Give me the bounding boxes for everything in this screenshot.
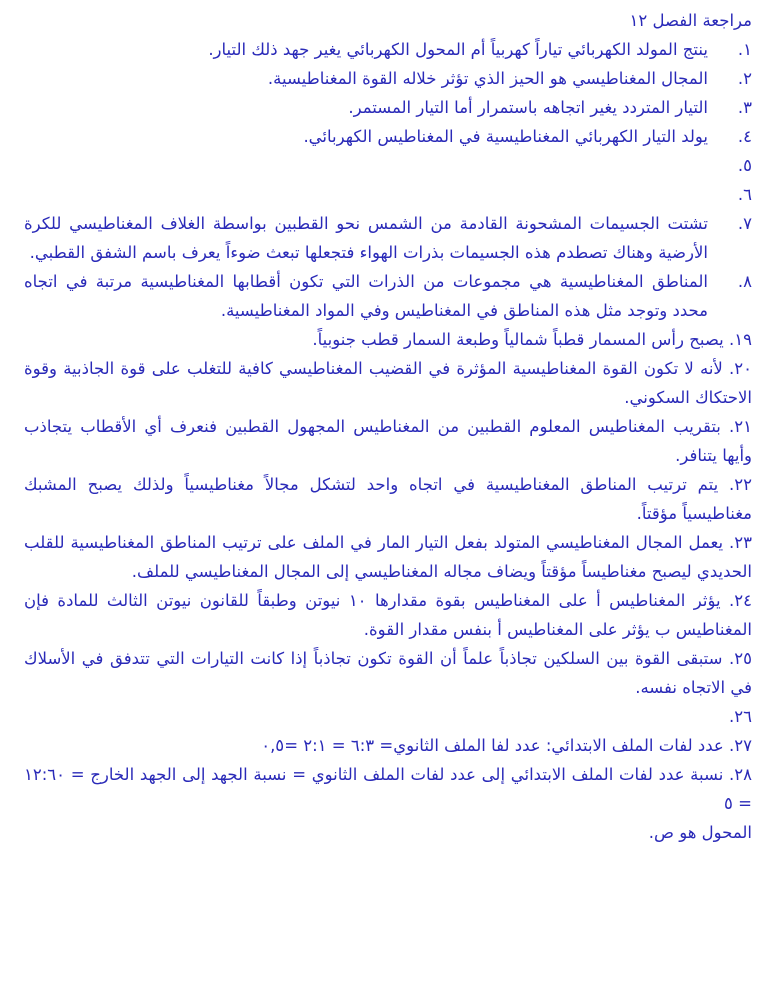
list-item (24, 760, 752, 818)
list-item (24, 644, 752, 702)
list-item (24, 209, 752, 267)
item-text: يعمل المجال المغناطيسي المتولد بفعل التيار المار في الملف على ترتيب المناطق المغناطيسية للقلب الحديدي ليصبح مغناطيساً مؤقتاً ويضاف مجاله المغناطيسي إلى المجال المغناطيسي للملف. (24, 533, 752, 581)
item-number: ٥. (737, 156, 752, 175)
item-text: نسبة عدد لفات الملف الابتدائي إلى عدد لفات الملف الثانوي = نسبة الجهد إلى الجهد الخارج = ١٢:٦٠ = ٥ (24, 765, 752, 813)
list-item (24, 586, 752, 644)
list-item (24, 412, 752, 470)
item-text: المناطق المغناطيسية هي مجموعات من الذرات التي تكون أقطابها المغناطيسية مرتبة في اتجاه محدد وتوجد مثل هذه المناطق في المغناطيس وفي المواد المغناطيسية. (24, 272, 708, 320)
item-number: ٢٠. (729, 359, 753, 378)
list-item (24, 35, 752, 64)
item-text: بتقريب المغناطيس المعلوم القطبين من المغناطيس المجهول القطبين فنعرف أي الأقطاب يتجاذب وأيها يتنافر. (24, 417, 752, 465)
item-number: ٢٣. (729, 533, 752, 552)
item-number: ٣. (737, 98, 752, 117)
item-number: ٨. (737, 272, 752, 291)
item-number: ٤. (737, 127, 752, 146)
item-text: يولد التيار الكهربائي المغناطيسية في المغناطيس الكهربائي. (303, 127, 708, 146)
list-item (24, 267, 752, 325)
item-number: ٢٢. (729, 475, 752, 494)
item-number: ٢٤. (729, 591, 752, 610)
item-number: ٦. (737, 185, 752, 204)
footer-text: المحول هو ص. (648, 823, 752, 842)
answer-list (24, 35, 752, 847)
item-number: ٢. (737, 69, 752, 88)
list-item (24, 151, 752, 180)
item-number: ٢٧. (729, 736, 752, 755)
item-text: يؤثر المغناطيس أ على المغناطيس بقوة مقدارها ١٠ نيوتن وطبقاً للقانون نيوتن الثالث للمادة فإن المغناطيس ب يؤثر على المغناطيس أ بنفس مقدار القوة. (24, 591, 752, 639)
item-text: المجال المغناطيسي هو الحيز الذي تؤثر خلاله القوة المغناطيسية. (267, 69, 708, 88)
list-item (24, 528, 752, 586)
list-item (24, 64, 752, 93)
item-number: ١. (737, 40, 752, 59)
page-title: مراجعة الفصل ١٢ (629, 11, 752, 30)
item-number: ١٩. (729, 330, 752, 349)
list-item (24, 731, 752, 760)
item-text: عدد لفات الملف الابتدائي: عدد لفا الملف الثانوي= ٦:٣ = ٢:١ =٠,٥ (261, 736, 724, 755)
item-number: ٢١. (729, 417, 752, 436)
item-number: ٧. (737, 214, 752, 233)
list-item (24, 354, 752, 412)
list-item (24, 93, 752, 122)
list-item (24, 470, 752, 528)
item-text: لأنه لا تكون القوة المغناطيسية المؤثرة في القضيب المغناطيسي كافية للتغلب على قوة الجاذبية وقوة الاحتكاك السكوني. (24, 359, 752, 407)
item-text: ستبقى القوة بين السلكين تجاذباً علماً أن القوة تكون تجاذباً إذا كانت التيارات التي تتدفق في الأسلاك في الاتجاه نفسه. (24, 649, 752, 697)
item-text: ينتج المولد الكهربائي تياراً كهربياً أم المحول الكهربائي يغير جهد ذلك التيار. (208, 40, 708, 59)
item-number: ٢٥. (729, 649, 753, 668)
item-text: يصبح رأس المسمار قطباً شمالياً وطبعة السمار قطب جنوبياً. (312, 330, 724, 349)
item-number: ٢٨. (729, 765, 752, 784)
list-item (24, 180, 752, 209)
item-text: التيار المتردد يغير اتجاهه باستمرار أما التيار المستمر. (348, 98, 708, 117)
list-item (24, 325, 752, 354)
list-item (24, 122, 752, 151)
list-item-footer (24, 818, 752, 847)
item-text: تشتت الجسيمات المشحونة القادمة من الشمس نحو القطبين بواسطة الغلاف المغناطيسي للكرة الأرضية وهناك تصطدم هذه الجسيمات بذرات الهواء فتجعلها تبعث ضوءاً يعرف باسم الشفق القطبي. (24, 214, 708, 262)
item-number: ٢٦. (729, 707, 752, 726)
item-text: يتم ترتيب المناطق المغناطيسية في اتجاه واحد لتشكل مجالاً مغناطيسياً ولذلك يصبح المشبك مغناطيسياً مؤقتاً. (24, 475, 752, 523)
list-item (24, 702, 752, 731)
